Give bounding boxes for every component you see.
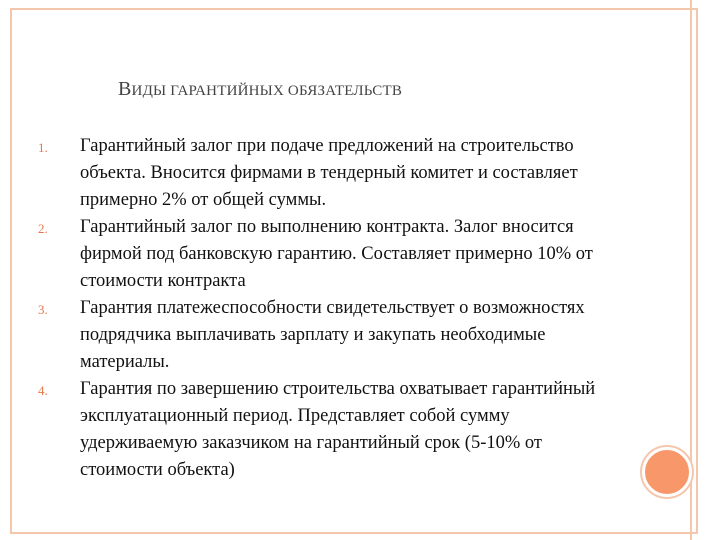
guarantee-list bbox=[38, 133, 623, 484]
list-item bbox=[38, 376, 623, 484]
list-item bbox=[38, 214, 623, 295]
list-item bbox=[38, 295, 623, 376]
list-text: Гарантийный залог при подаче предложений на строительство объекта. Вносится фирмами в тендерный комитет и составляет примерно 2% от общей суммы. bbox=[80, 136, 578, 210]
list-number: 3. bbox=[38, 302, 48, 317]
list-item bbox=[38, 133, 623, 214]
list-text: Гарантийный залог по выполнению контракта. Залог вносится фирмой под банковскую гарантию. Составляет примерно 10% от стоимости контракта bbox=[80, 217, 593, 291]
list-text: Гарантия платежеспособности свидетельствует о возможностях подрядчика выплачивать зарплату и закупать необходимые материалы. bbox=[80, 298, 585, 372]
list-text: Гарантия по завершению строительства охватывает гарантийный эксплуатационный период. Представляет собой сумму удерживаемую заказчиком на гарантийный срок (5-10% от стоимости объекта) bbox=[80, 379, 596, 480]
title-rest: ИДЫ ГАРАНТИЙНЫХ ОБЯЗАТЕЛЬСТВ bbox=[131, 83, 403, 99]
title-initial: В bbox=[118, 78, 132, 100]
slide-vertical-line bbox=[690, 0, 692, 540]
slide-title bbox=[118, 78, 678, 101]
list-number: 1. bbox=[38, 140, 48, 155]
decorative-circle bbox=[642, 447, 692, 497]
list-number: 2. bbox=[38, 221, 48, 236]
list-number: 4. bbox=[38, 383, 48, 398]
